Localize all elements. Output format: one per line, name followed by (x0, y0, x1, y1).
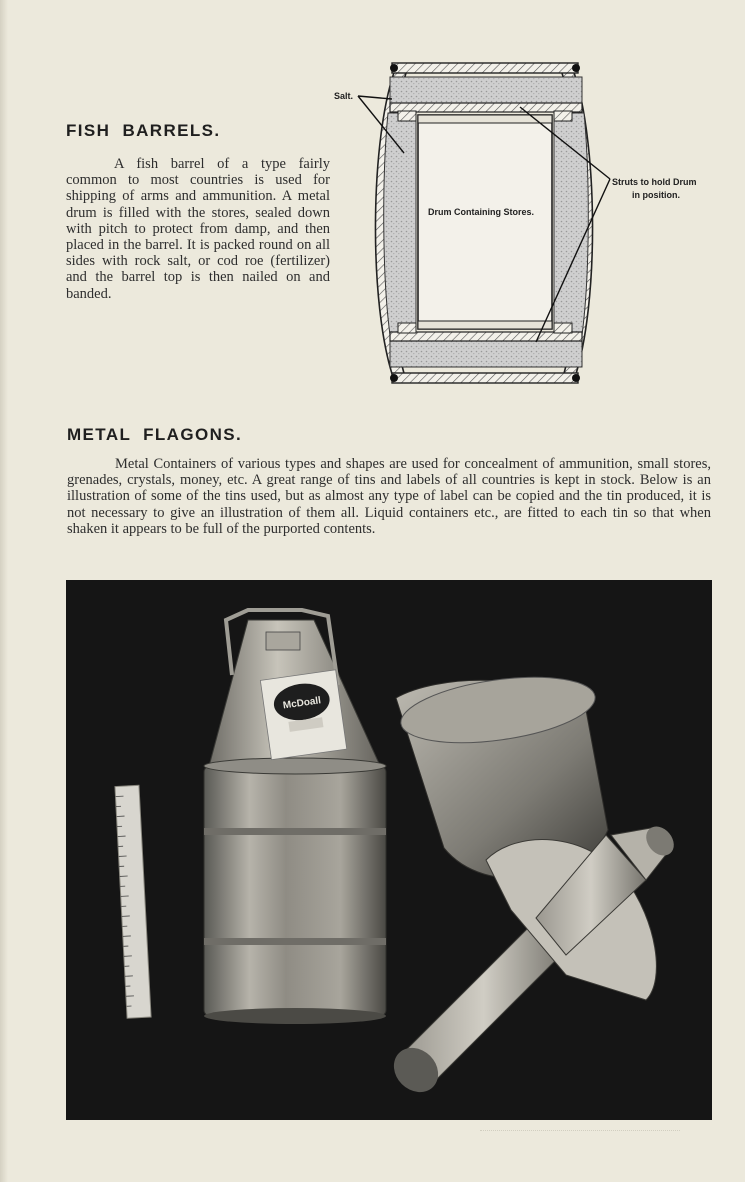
fish-barrels-paragraph: A fish barrel of a type fairly common to most countries is used for shipping of arms and ammunition. A metal drum is filled with the stores, sealed down with pitch to protect from damp, and then placed in the barrel. It is packed round on all sides with rock salt, or cod roe (fertilizer) and the barrel top is then nailed on and banded. (66, 156, 330, 302)
metal-flagon (204, 610, 386, 1024)
drum-containing-stores (418, 115, 552, 329)
struts-label-line2: in position. (632, 190, 680, 200)
barrel-cross-section-drawing (330, 55, 720, 395)
page-footer-specks (480, 1130, 680, 1137)
flagon-label (260, 670, 346, 760)
struts-label-line1: Struts to hold Drum (612, 177, 697, 187)
containers-photo-drawing (66, 580, 712, 1120)
measuring-ruler (115, 785, 151, 1018)
salt-label: Salt. (334, 91, 354, 101)
metal-funnel (385, 821, 680, 1101)
fish-barrel-diagram (330, 55, 720, 395)
fish-barrels-heading: FISH BARRELS. (66, 121, 221, 140)
page-edge-shadow (0, 0, 8, 1182)
metal-flagons-paragraph: Metal Containers of various types and shapes are used for concealment of ammunition, small stores, grenades, crystals, money, etc. A great range of tins and labels of all countries is kept in stock. Below is an illustration of some of the tins used, but as almost any type of label can be copied and the tin produced, it is not necessary to give an illustration of them all. Liquid containers etc., are fitted to each tin so that when shaken it appears to be full of the purported contents. (67, 456, 711, 537)
top-hoop (392, 63, 578, 73)
metal-flagons-heading: METAL FLAGONS. (67, 425, 243, 444)
drum-label: Drum Containing Stores. (428, 207, 535, 217)
bottom-hoop (392, 373, 578, 383)
metal-containers-photograph (66, 580, 712, 1120)
flagon-label-text: McDoall (282, 695, 322, 712)
